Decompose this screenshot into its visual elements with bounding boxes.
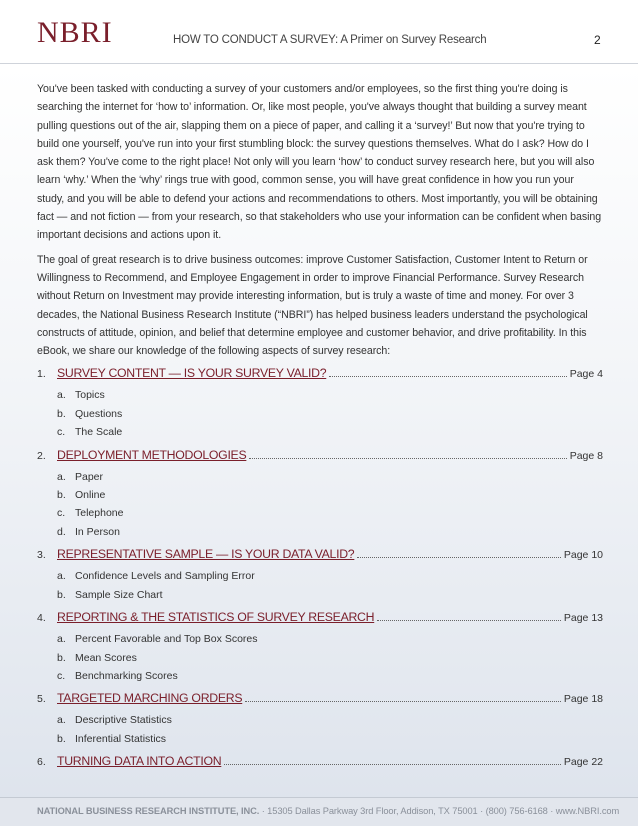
- toc-section-link[interactable]: REPORTING & THE STATISTICS OF SURVEY RESEARCH: [57, 610, 375, 625]
- toc-subitem-letter: b.: [57, 732, 66, 745]
- toc-item: [37, 547, 603, 604]
- nbri-logo: NBRI: [37, 16, 113, 49]
- toc-page-number: Page 22: [563, 756, 603, 769]
- toc-subitem: [57, 423, 603, 441]
- toc-subitem: [57, 711, 603, 729]
- toc-sublist: [57, 711, 603, 748]
- toc-subitem: [57, 667, 603, 685]
- toc-subitem-letter: c.: [57, 507, 66, 520]
- toc-subitem-letter: a.: [57, 633, 66, 646]
- toc-item: [37, 754, 603, 774]
- toc-subitem: [57, 586, 603, 604]
- toc-subitem: [57, 630, 603, 648]
- toc-item: [37, 691, 603, 748]
- toc-heading-row: [37, 610, 603, 630]
- toc-subitem-letter: b.: [57, 407, 66, 420]
- toc-heading-row: [37, 691, 603, 711]
- toc-subitem-letter: c.: [57, 426, 66, 439]
- toc-page-number: Page 10: [563, 549, 603, 562]
- toc-subitem-text: The Scale: [75, 426, 123, 439]
- toc-section-link[interactable]: TARGETED MARCHING ORDERS: [57, 691, 243, 706]
- page-number: 2: [594, 33, 601, 47]
- toc-page-number: Page 4: [569, 368, 603, 381]
- toc-subitem-text: Mean Scores: [75, 651, 137, 664]
- toc-subitem-text: Questions: [75, 407, 123, 420]
- toc-page-number: Page 18: [563, 693, 603, 706]
- footer-text: [37, 806, 619, 816]
- toc-heading-row: [37, 547, 603, 567]
- toc-leader-dots: [357, 548, 561, 558]
- toc-subitem-text: Sample Size Chart: [75, 588, 163, 601]
- toc-subitem-letter: a.: [57, 714, 66, 727]
- toc-heading-row: [37, 366, 603, 386]
- toc-subitem-text: Confidence Levels and Sampling Error: [75, 570, 255, 583]
- toc-section-link[interactable]: SURVEY CONTENT — IS YOUR SURVEY VALID?: [57, 366, 327, 381]
- toc-subitem-letter: a.: [57, 470, 66, 483]
- toc-number: 5.: [37, 693, 46, 706]
- toc-subitem-text: Paper: [75, 470, 104, 483]
- toc-subitem: [57, 468, 603, 486]
- toc-number: 2.: [37, 449, 46, 462]
- toc-number: 1.: [37, 368, 46, 381]
- toc-subitem-letter: a.: [57, 389, 66, 402]
- toc-sublist: [57, 630, 603, 685]
- toc-page-number: Page 13: [563, 612, 603, 625]
- document-title: HOW TO CONDUCT A SURVEY: A Primer on Survey Research: [173, 34, 487, 46]
- toc-page-number: Page 8: [569, 449, 603, 462]
- toc-subitem: [57, 504, 603, 522]
- toc-subitem-letter: c.: [57, 669, 66, 682]
- toc-leader-dots: [245, 692, 561, 702]
- toc-item: [37, 448, 603, 542]
- toc-subitem-text: Inferential Statistics: [75, 732, 167, 745]
- toc-sublist: [57, 386, 603, 441]
- toc-subitem: [57, 649, 603, 667]
- toc-number: 3.: [37, 549, 46, 562]
- toc-leader-dots: [329, 367, 566, 377]
- toc-subitem: [57, 730, 603, 748]
- toc-section-link[interactable]: DEPLOYMENT METHODOLOGIES: [57, 447, 247, 462]
- page-header: [0, 0, 638, 64]
- toc-subitem-text: Descriptive Statistics: [75, 714, 172, 727]
- toc-subitem-text: Online: [75, 489, 106, 502]
- toc-sublist: [57, 468, 603, 542]
- intro-paragraph: You've been tasked with conducting a survey of your customers and/or employees, so the first thing you're doing is searching the internet for ‘how to’ information. Or, like most people, you've always thought that building a survey meant pulling questions out of the air, slapping them on a piece of paper, and calling it a ‘survey!’ But now that you're trying to build one yourself, you've run into your first stumbling block: the survey questions themselves. What do I ask? How do I ask them? You've come to the right place! Not only will you learn ‘how’ to conduct survey research here, but you will also learn ‘why.’ When the ‘why’ rings true with good, common sense, you will have great confidence in how you run your study, and you will be able to defend your actions and recommendations to others. Most importantly, you will be obtaining fact — and not fiction — from your research, so that stakeholders who use your information can be confident when basing important decisions and actions upon it.: [37, 83, 602, 242]
- toc-section-link[interactable]: TURNING DATA INTO ACTION: [57, 754, 222, 769]
- toc-subitem-text: In Person: [75, 525, 120, 538]
- toc-subitem-text: Telephone: [75, 507, 124, 520]
- toc-heading-row: [37, 754, 603, 774]
- toc-subitem-letter: b.: [57, 489, 66, 502]
- toc-subitem: [57, 567, 603, 585]
- toc-leader-dots: [224, 755, 561, 765]
- toc-subitem: [57, 523, 603, 541]
- toc-subitem-text: Benchmarking Scores: [75, 669, 178, 682]
- toc-leader-dots: [377, 611, 561, 621]
- toc-number: 4.: [37, 612, 46, 625]
- toc-sublist: [57, 567, 603, 604]
- page-footer: [0, 797, 638, 826]
- toc-number: 6.: [37, 756, 46, 769]
- toc-item: [37, 610, 603, 685]
- main-content: [37, 80, 603, 774]
- toc-subitem-letter: b.: [57, 588, 66, 601]
- toc-subitem-letter: a.: [57, 570, 66, 583]
- toc-subitem-text: Topics: [75, 389, 105, 402]
- toc-section-link[interactable]: REPRESENTATIVE SAMPLE — IS YOUR DATA VALID?: [57, 547, 355, 562]
- table-of-contents: [37, 366, 603, 774]
- toc-subitem-letter: b.: [57, 651, 66, 664]
- toc-leader-dots: [249, 449, 566, 459]
- toc-heading-row: [37, 448, 603, 468]
- toc-subitem: [57, 386, 603, 404]
- toc-item: [37, 366, 603, 441]
- footer-org: NATIONAL BUSINESS RESEARCH INSTITUTE, INC.: [37, 806, 260, 816]
- toc-subitem-letter: d.: [57, 525, 66, 538]
- toc-subitem: [57, 486, 603, 504]
- toc-subitem: [57, 405, 603, 423]
- toc-subitem-text: Percent Favorable and Top Box Scores: [75, 633, 258, 646]
- goal-paragraph: The goal of great research is to drive business outcomes: improve Customer Satisfaction, Customer Intent to Return or Willingness to Recommend, and Employee Engagement in order to improve Financial Performance. Survey Research without Return on Investment may provide interesting information, but is truly a waste of time and money. For over 3 decades, the National Business Research Institute (“NBRI”) has helped business leaders understand the psychological constructs of attitude, opinion, and belief that determine employee and customer behavior, and drive profitability. In this eBook, we share our knowledge of the following aspects of survey research:: [37, 253, 588, 358]
- footer-contact: · 15305 Dallas Parkway 3rd Floor, Addison, TX 75001 · (800) 756-6168 · www.NBRI.com: [259, 806, 620, 816]
